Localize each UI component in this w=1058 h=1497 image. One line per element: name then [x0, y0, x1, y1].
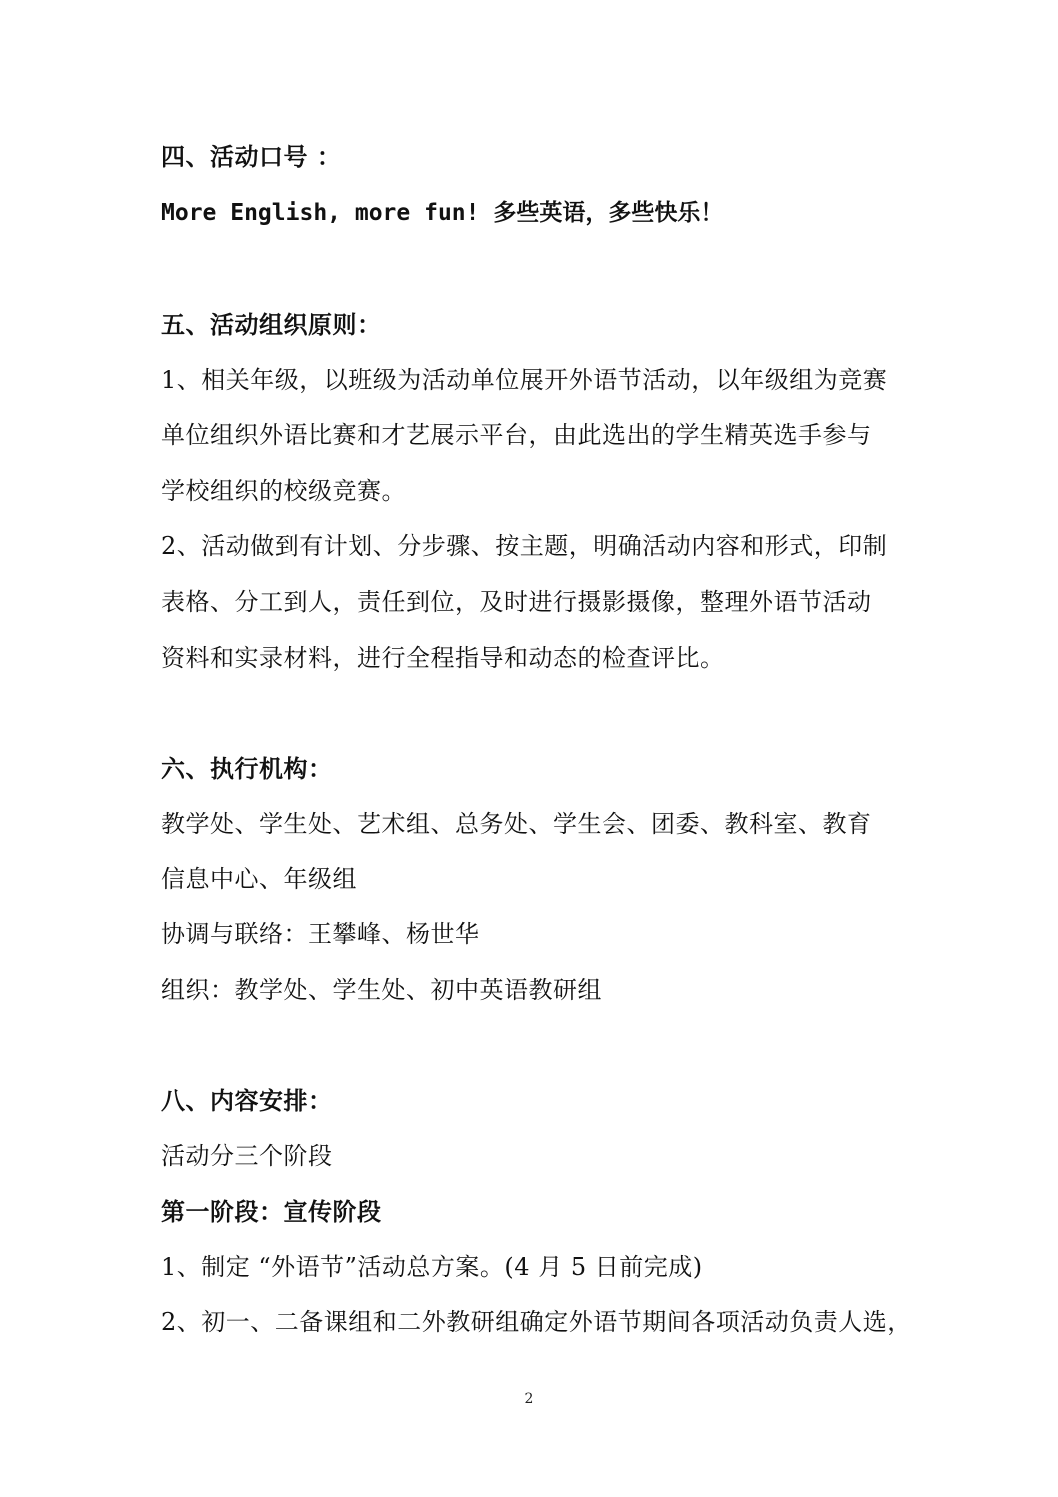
- principles-line: 学校组织的校级竞赛。: [161, 477, 406, 505]
- stage-one-heading: 第一阶段：宣传阶段: [161, 1197, 382, 1226]
- arrangement-intro: 活动分三个阶段: [161, 1142, 333, 1170]
- principles-line: 表格、分工到人，责任到位，及时进行摄影摄像，整理外语节活动: [161, 588, 872, 616]
- organization-line: 组织：教学处、学生处、初中英语教研组: [161, 976, 602, 1004]
- page-number: 2: [524, 1391, 534, 1407]
- principles-line: 单位组织外语比赛和才艺展示平台，由此选出的学生精英选手参与: [161, 421, 872, 449]
- organization-line: 信息中心、年级组: [161, 865, 357, 893]
- organization-line: 协调与联络：王攀峰、杨世华: [161, 920, 480, 948]
- slogan-text: More English, more fun! 多些英语，多些快乐！: [161, 200, 724, 226]
- organization-line: 教学处、学生处、艺术组、总务处、学生会、团委、教科室、教育: [161, 810, 872, 838]
- principles-line: 1、相关年级，以班级为活动单位展开外语节活动，以年级组为竞赛: [161, 366, 888, 394]
- arrangement-heading: 八、内容安排：: [161, 1086, 333, 1115]
- organization-heading: 六、执行机构：: [161, 754, 333, 783]
- arrangement-line: 2、初一、二备课组和二外教研组确定外语节期间各项活动负责人选，: [161, 1308, 912, 1336]
- slogan-heading: 四、活动口号 ：: [161, 142, 342, 171]
- principles-line: 资料和实录材料，进行全程指导和动态的检查评比。: [161, 644, 725, 672]
- arrangement-line: 1、制定 “外语节”活动总方案。(4 月 5 日前完成): [161, 1253, 703, 1281]
- principles-heading: 五、活动组织原则：: [161, 310, 382, 339]
- principles-line: 2、活动做到有计划、分步骤、按主题，明确活动内容和形式，印制: [161, 532, 888, 560]
